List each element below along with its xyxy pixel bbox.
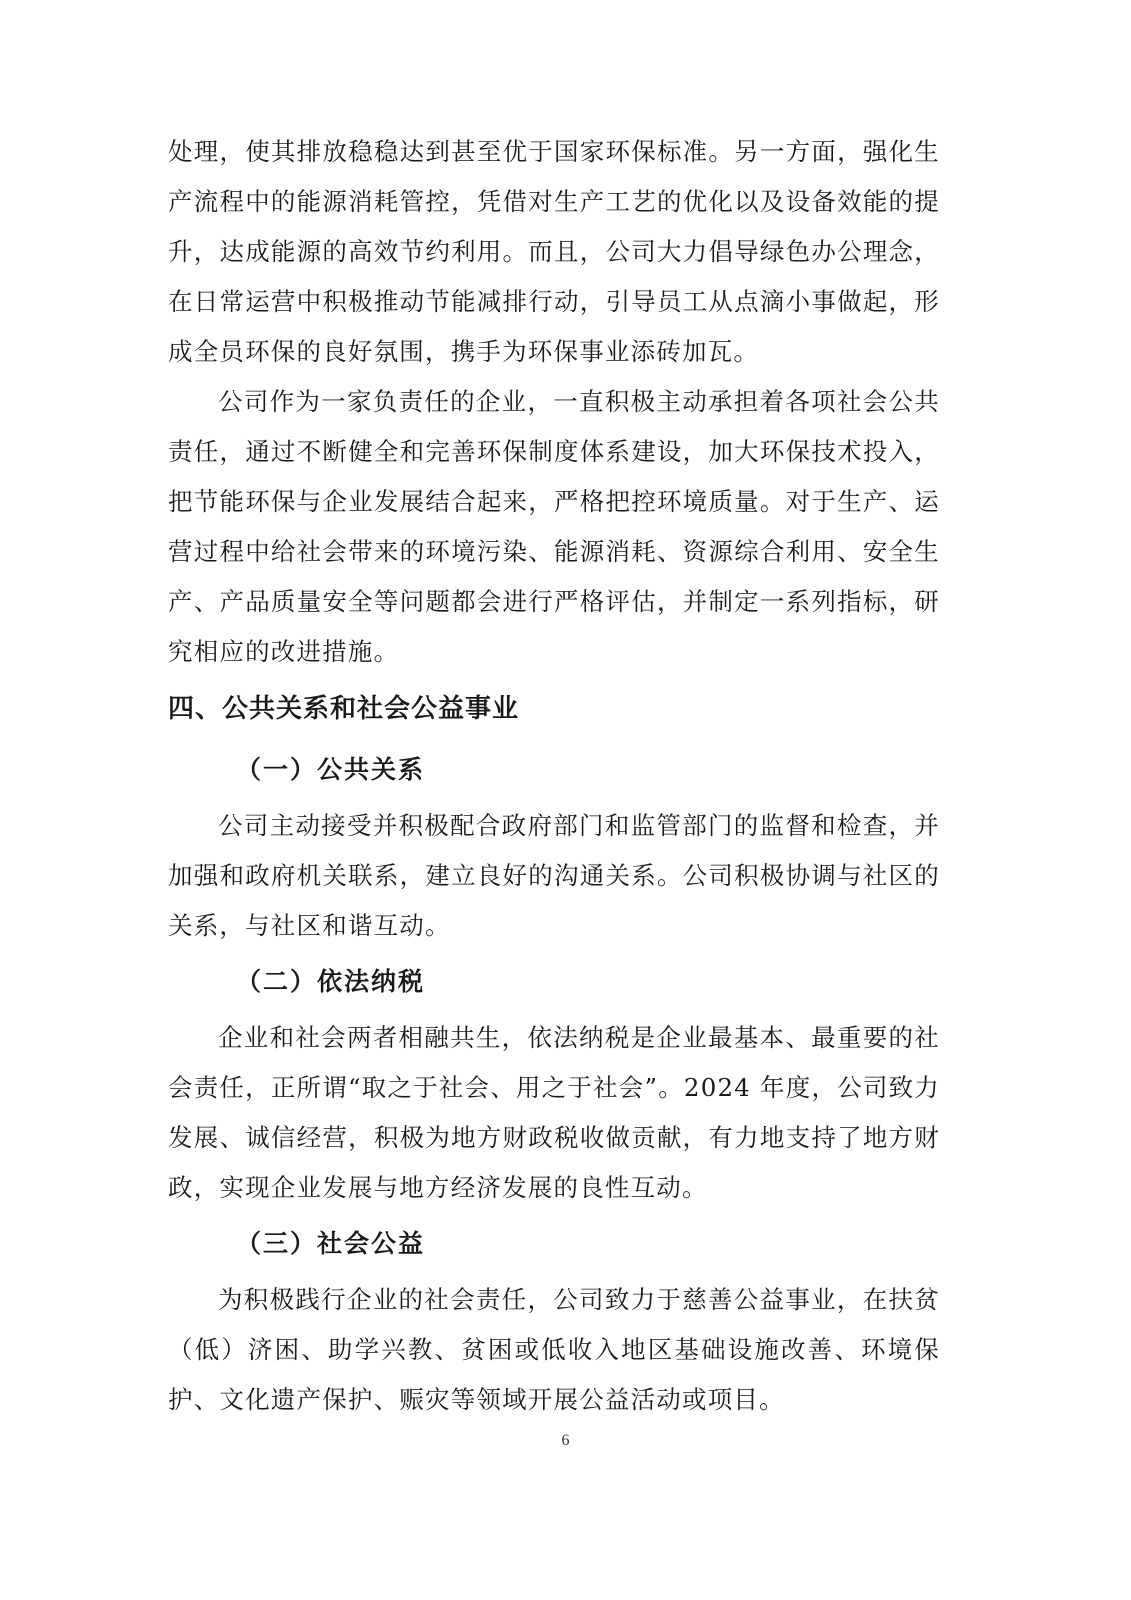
paragraph-tax-compliance: 企业和社会两者相融共生，依法纳税是企业最基本、最重要的社会责任，正所谓“取之于社会、用之于社会”。2024 年度，公司致力发展、诚信经营，积极为地方财政税收做贡献，有力地支持了地方财政，实现企业发展与地方经济发展的良性互动。 xyxy=(168,1023,940,1202)
paragraph-social-welfare: 为积极践行企业的社会责任，公司致力于慈善公益事业，在扶贫（低）济困、助学兴教、贫困或低收入地区基础设施改善、环境保护、文化遗产保护、赈灾等领域开展公益活动或项目。 xyxy=(168,1285,940,1414)
paragraph-environment-continued: 处理，使其排放稳稳达到甚至优于国家环保标准。另一方面，强化生产流程中的能源消耗管控，凭借对生产工艺的优化以及设备效能的提升，达成能源的高效节约利用。而且，公司大力倡导绿色办公理念，在日常运营中积极推动节能减排行动，引导员工从点滴小事做起，形成全员环保的良好氛围，携手为环保事业添砖加瓦。 xyxy=(168,137,940,366)
paragraph-public-responsibility: 公司作为一家负责任的企业，一直积极主动承担着各项社会公共责任，通过不断健全和完善环保制度体系建设，加大环保技术投入，把节能环保与企业发展结合起来，严格把控环境质量。对于生产、运营过程中给社会带来的环境污染、能源消耗、资源综合利用、安全生产、产品质量安全等问题都会进行严格评估，并制定一系列指标，研究相应的改进措施。 xyxy=(168,387,940,666)
page-content xyxy=(168,127,940,1425)
subheading-tax-compliance: （二）依法纳税 xyxy=(236,967,426,996)
subheading-public-relations: （一）公共关系 xyxy=(236,755,426,784)
section-heading-public-relations-charity: 四、公共关系和社会公益事业 xyxy=(168,694,520,724)
subheading-social-welfare: （三）社会公益 xyxy=(236,1229,426,1258)
paragraph-public-relations: 公司主动接受并积极配合政府部门和监管部门的监督和检查，并加强和政府机关联系，建立良好的沟通关系。公司积极协调与社区的关系，与社区和谐互动。 xyxy=(168,811,940,940)
page-number: 6 xyxy=(561,1432,570,1449)
